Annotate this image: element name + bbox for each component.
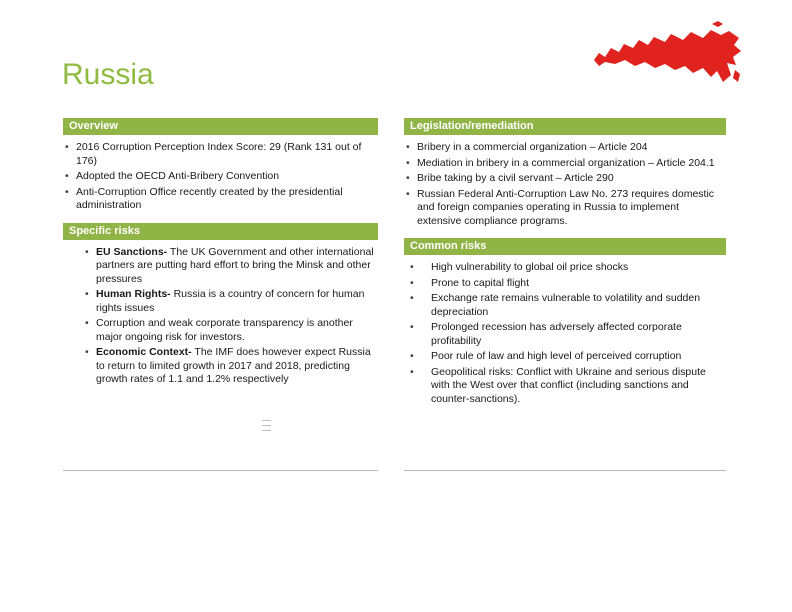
bullet-item: [404, 141, 726, 155]
bullet-text: 2016 Corruption Perception Index Score: 29 (Rank 131 out of 176): [76, 141, 362, 167]
bullet-item: [404, 366, 726, 407]
bullet-item: [83, 346, 378, 387]
russia-mainland-shape: [594, 30, 741, 82]
bullet-item: [63, 186, 378, 213]
bullet-item: [404, 292, 726, 319]
section-header-overview: Overview: [63, 118, 378, 135]
bullet-text: Prone to capital flight: [431, 276, 530, 289]
bullet-text: Poor rule of law and high level of perceived corruption: [431, 350, 682, 362]
bullet-item: [83, 288, 378, 315]
legislation-list: [404, 141, 726, 228]
bullet-text: Adopted the OECD Anti-Bribery Convention: [76, 170, 280, 182]
bullet-item: [404, 188, 726, 229]
bullet-text: Russia is a country of concern for human rights issues: [96, 288, 365, 314]
russia-kamchatka-shape: [733, 70, 740, 82]
left-column: [63, 118, 378, 397]
bullet-text: Corruption and weak corporate transparency is another major ongoing risk for investors.: [96, 317, 353, 343]
section-header-common-risks: Common risks: [404, 238, 726, 255]
faint-footnote-marks: [262, 420, 271, 434]
bullet-text: Mediation in bribery in a commercial organization – Article 204.1: [417, 156, 715, 169]
bullet-text: The UK Government and other international partners are putting hard effort to bring the Minsk and other pressures: [96, 245, 374, 285]
bullet-text: Geopolitical risks: Conflict with Ukraine and serious dispute with the West over that conflict (including sanctions and counter-sanctions).: [431, 365, 706, 405]
bullet-lead: EU Sanctions-: [96, 245, 168, 258]
bullet-item: [404, 172, 726, 186]
russia-island-shape: [712, 21, 723, 27]
bullet-item: [404, 261, 726, 275]
bullet-item: [404, 321, 726, 348]
bullet-text: Russian Federal Anti-Corruption Law No. 273 requires domestic and foreign companies operating in Russia to implement extensive compliance programs.: [417, 187, 715, 227]
bullet-text: Bribe taking by a civil servant – Article 290: [417, 172, 614, 184]
bullet-text: Exchange rate remains vulnerable to volatility and sudden depreciation: [431, 292, 701, 318]
right-bottom-divider: [404, 470, 726, 471]
bullet-item: [83, 246, 378, 287]
bullet-text: Prolonged recession has adversely affected corporate profitability: [431, 321, 682, 347]
right-column: [404, 118, 726, 416]
section-header-legislation: Legislation/remediation: [404, 118, 726, 135]
bullet-item: [404, 350, 726, 364]
bullet-item: [404, 157, 726, 171]
bullet-item: [404, 277, 726, 291]
bullet-item: [63, 170, 378, 184]
section-header-specific-risks: Specific risks: [63, 223, 378, 240]
bullet-lead: Human Rights-: [96, 288, 171, 300]
left-bottom-divider: [63, 470, 378, 471]
bullet-lead: Economic Context-: [96, 346, 192, 358]
bullet-text: Anti-Corruption Office recently created by the presidential administration: [76, 185, 343, 211]
russia-map-image: [592, 18, 744, 94]
bullet-item: [83, 317, 378, 344]
overview-list: [63, 141, 378, 213]
page-title: Russia: [62, 58, 154, 91]
bullet-text: The IMF does however expect Russia to return to limited growth in 2017 and 2018, predicting growth rates of 1.1 and 1.2% respectively: [96, 346, 371, 385]
bullet-item: [63, 141, 378, 168]
specific-risks-list: [83, 246, 378, 387]
bullet-text: High vulnerability to global oil price shocks: [431, 261, 629, 273]
bullet-text: Bribery in a commercial organization – Article 204: [417, 141, 648, 153]
common-risks-list: [404, 261, 726, 406]
